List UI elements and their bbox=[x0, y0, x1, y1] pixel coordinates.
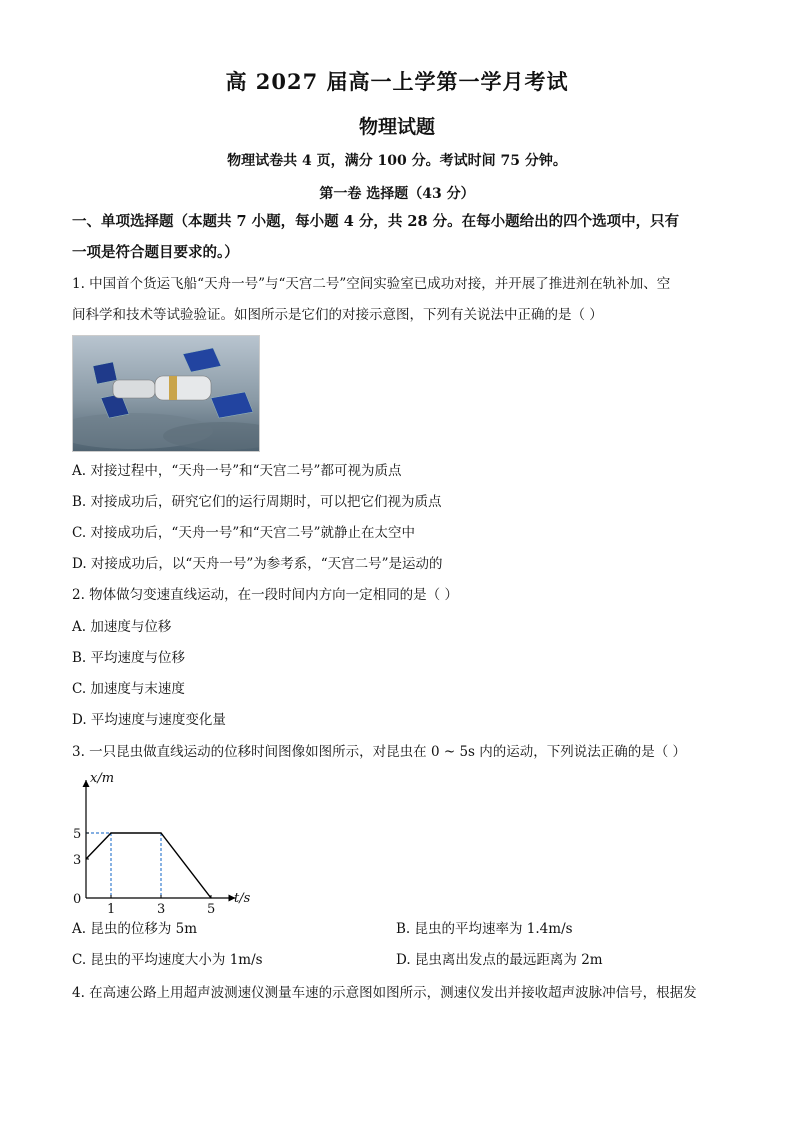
q3-option-a: A. 昆虫的位移为 5m bbox=[72, 921, 198, 937]
q2-stem: 2. 物体做匀变速直线运动，在一段时间内方向一定相同的是（ ） bbox=[72, 587, 458, 603]
spacecraft-image bbox=[73, 336, 259, 451]
xt-point-1 bbox=[110, 832, 111, 833]
q1-stem-line1: 1. 中国首个货运飞船“天舟一号”与“天宫二号”空间实验室已成功对接，并开展了推进剂在轨补加、空 bbox=[72, 276, 671, 292]
x-tick-label-2: 3 bbox=[157, 902, 166, 916]
q1-option-d: D. 对接成功后，以“天舟一号”为参考系，“天宫二号”是运动的 bbox=[72, 556, 443, 572]
q1-stem-line2: 间科学和技术等试验验证。如图所示是它们的对接示意图，下列有关说法中正确的是（ ） bbox=[72, 307, 603, 323]
q2-option-c: C. 加速度与末速度 bbox=[72, 681, 185, 697]
x-tick-label-1: 1 bbox=[107, 902, 116, 916]
q2-option-a: A. 加速度与位移 bbox=[72, 619, 172, 635]
docking-photo bbox=[72, 335, 260, 452]
exam-title: 高 2027 届高一上学第一学月考试 bbox=[225, 69, 569, 94]
q1-option-a: A. 对接过程中，“天舟一号”和“天宫二号”都可视为质点 bbox=[72, 463, 402, 479]
q3-option-c: C. 昆虫的平均速度大小为 1m/s bbox=[72, 952, 263, 968]
xt-series-line bbox=[86, 833, 211, 898]
q3-stem: 3. 一只昆虫做直线运动的位移时间图像如图所示，对昆虫在 0 ~ 5s 内的运动，下列说法正确的是（ ） bbox=[72, 744, 687, 760]
x-axis-label: t/s bbox=[234, 891, 251, 906]
section-heading-line1: 一、单项选择题（本题共 7 小题，每小题 4 分，共 28 分。在每小题给出的四个选项中，只有 bbox=[72, 213, 680, 230]
y-axis-label: x/m bbox=[90, 771, 115, 786]
q1-option-b: B. 对接成功后，研究它们的运行周期时，可以把它们视为质点 bbox=[72, 494, 442, 510]
xt-graph-svg bbox=[66, 768, 286, 916]
exam-note: 物理试卷共 4 页，满分 100 分。考试时间 75 分钟。 bbox=[227, 153, 567, 169]
volume-heading: 第一卷 选择题（43 分） bbox=[319, 186, 475, 202]
q2-option-d: D. 平均速度与速度变化量 bbox=[72, 712, 226, 728]
y-tick-label-1: 5 bbox=[73, 827, 82, 842]
q2-option-b: B. 平均速度与位移 bbox=[72, 650, 186, 666]
xt-point-3 bbox=[210, 897, 211, 898]
xt-graph bbox=[66, 768, 286, 916]
xt-point-2 bbox=[160, 832, 161, 833]
x-tick-label-0: 0 bbox=[73, 892, 82, 907]
q3-option-d: D. 昆虫离出发点的最远距离为 2m bbox=[396, 952, 603, 968]
x-tick-label-3: 5 bbox=[207, 902, 216, 916]
xt-point-0 bbox=[85, 858, 86, 859]
q4-stem-line1: 4. 在高速公路上用超声波测速仪测量车速的示意图如图所示，测速仪发出并接收超声波脉冲信号，根据发 bbox=[72, 985, 697, 1001]
q3-option-b: B. 昆虫的平均速率为 1.4m/s bbox=[396, 921, 573, 937]
q1-option-c: C. 对接成功后，“天舟一号”和“天宫二号”就静止在太空中 bbox=[72, 525, 416, 541]
exam-subtitle: 物理试题 bbox=[358, 116, 435, 138]
section-heading-line2: 一项是符合题目要求的。） bbox=[72, 244, 239, 261]
y-tick-label-0: 3 bbox=[73, 853, 82, 868]
